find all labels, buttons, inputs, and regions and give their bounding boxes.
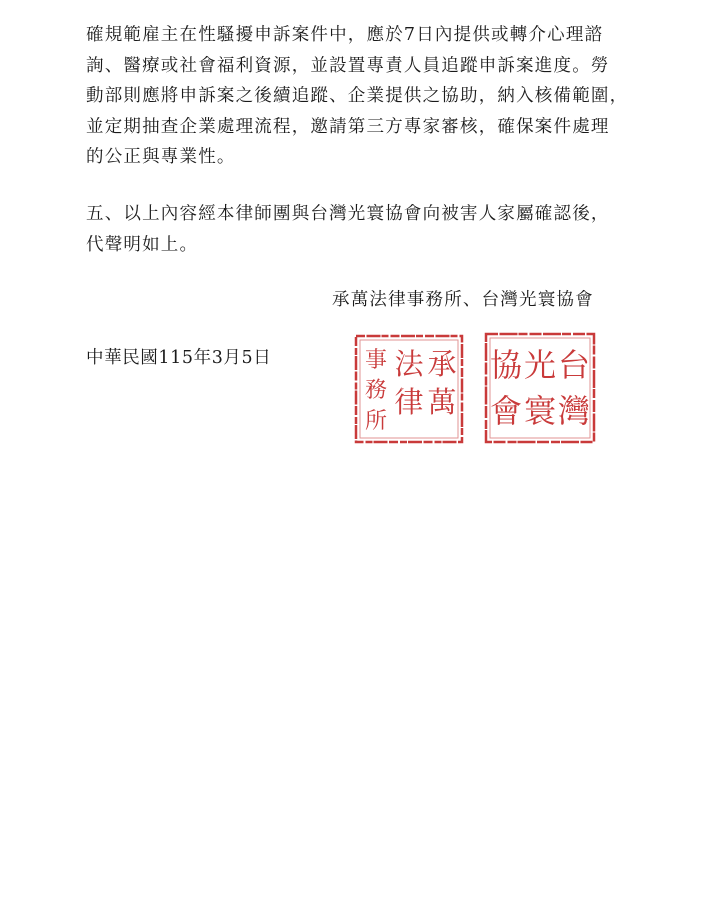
paragraph-line: 詢、醫療或社會福利資源，並設置專責人員追蹤申訴案進度。勞 [86, 55, 610, 76]
svg-text:光: 光 [523, 346, 557, 384]
svg-text:法: 法 [394, 347, 424, 381]
svg-text:萬: 萬 [427, 385, 457, 419]
paragraph-line: 並定期抽查企業處理流程，邀請第三方專家審核，確保案件處理 [86, 116, 610, 137]
svg-text:寰: 寰 [523, 392, 557, 430]
paragraph-line: 五、以上內容經本律師團與台灣光寰協會向被害人家屬確認後， [86, 204, 610, 224]
svg-text:會: 會 [489, 392, 523, 430]
svg-text:承: 承 [427, 347, 457, 381]
signatory-line: 承萬法律事務所、台灣光寰協會 [332, 290, 594, 310]
paragraph-continued [86, 20, 666, 173]
paragraph-line: 確規範雇主在性騷擾申訴案件中，應於7日內提供或轉介心理諮 [86, 25, 604, 45]
svg-text:事: 事 [364, 348, 388, 373]
svg-text:律: 律 [394, 385, 424, 419]
document-date: 中華民國115年3月5日 [86, 348, 272, 368]
association-seal [484, 332, 596, 444]
paragraph-line: 的公正與專業性。 [86, 147, 236, 167]
svg-text:灣: 灣 [557, 392, 591, 430]
law-firm-seal [354, 334, 464, 444]
svg-text:台: 台 [557, 346, 591, 384]
paragraph-line: 動部則應將申訴案之後續追蹤、企業提供之協助，納入核備範圍， [86, 86, 629, 106]
svg-text:務: 務 [364, 378, 388, 403]
svg-text:協: 協 [489, 346, 523, 384]
paragraph-line: 代聲明如上。 [86, 234, 199, 255]
paragraph-five [86, 199, 666, 260]
svg-text:所: 所 [364, 409, 388, 434]
